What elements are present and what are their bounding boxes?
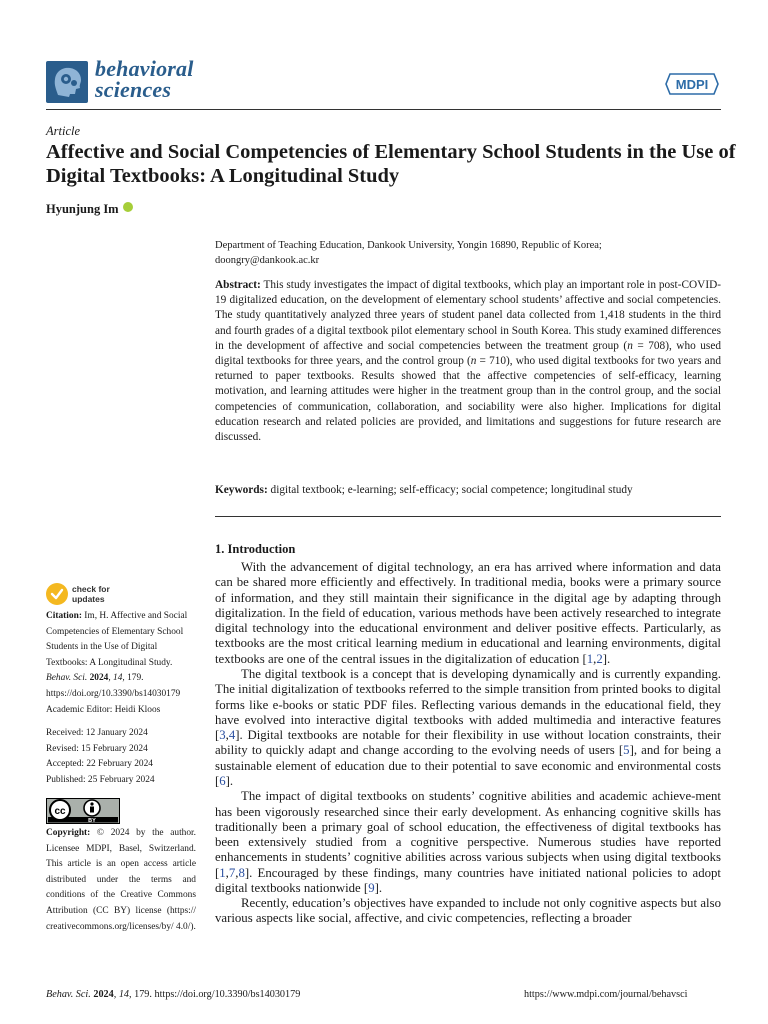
mdpi-logo [664,70,720,98]
paragraph-text: , [225,865,229,880]
body-paragraph [215,667,721,789]
check-updates-line1[interactable]: check for [72,584,110,594]
citation-doi[interactable]: 179. https://doi.org/10.3390/bs14030179 [46,673,181,699]
paragraph-text: ], and for being a sustainable element of education due to their potential to save economic and environmental costs [ [215,743,721,788]
header-rule [46,109,721,110]
keywords-text: digital textbook; e-learning; self-efficacy; social competence; longitudinal study [270,484,633,496]
citation-journal: Behav. Sci. [46,673,88,684]
abstract [215,278,721,445]
affiliation-line1: Department of Teaching Education, Dankook University, Yongin 16890, Republic of Korea; [215,240,602,251]
article-title: Affective and Social Competencies of Elementary School Students in the Use of Digital Textbooks: A Longitudinal Study [46,141,736,187]
paragraph-text: ]. [225,773,234,788]
citation-link[interactable]: 4 [228,728,236,743]
paragraph-text: , [225,728,229,743]
body-paragraph [215,896,721,927]
paragraph-text: The impact of digital textbooks on students’ cognitive abilities and academic achieve-ment has been vigorously researched since their early development. As enhancing cognitive skills has traditionally been a primary goal of school education, the effectiveness of digital textbooks has been extensively studied from a cognitive perspective. Numerous studies have reported enhancements in students’ cognitive abilities across various subjects when using digital textbooks [ [215,789,721,880]
body-paragraph [215,560,721,667]
body-paragraph [215,789,721,896]
keywords-label: Keywords: [215,484,268,496]
footer-journal-url[interactable]: https://www.mdpi.com/journal/behavsci [524,989,688,1000]
citation-link[interactable]: 9 [368,880,375,895]
publication-dates [46,726,196,788]
svg-text:cc: cc [54,806,66,817]
journal-name [95,58,194,100]
check-for-updates-button[interactable] [46,583,156,607]
paragraph-text: ]. Digital textbooks are notable for their flexibility in use without location constraints, their ability to quickly adapt and change according to the evolving needs of users [ [215,728,721,758]
check-updates-icon[interactable] [46,583,68,605]
paragraph-text: ]. Encouraged by these findings, many countries have initiated national policies to adopt digital textbooks nationwide [ [215,865,721,895]
citation-link[interactable]: 5 [623,743,630,758]
section-heading: 1. Introduction [215,542,296,556]
keywords [215,483,721,498]
footer-citation [46,989,300,1000]
copyright-text: © 2024 by the author. Licensee MDPI, Basel, Switzerland. This article is an open access article distributed under the terms and conditions of the Creative Commons Attribution (CC BY) license (https:// creativecommons.org/licenses/by/ 4.0/). [46,828,196,932]
citation-year: 2024 [87,673,109,684]
paragraph-text: , [593,651,597,666]
citation-link[interactable]: 1 [586,651,594,666]
citation-link[interactable]: 2 [596,651,603,666]
paragraph-text: ]. [602,651,611,666]
paragraph-text: ]. [374,880,383,895]
received-date: Received: 12 January 2024 [46,728,148,738]
abstract-label: Abstract: [215,279,261,291]
academic-editor: Academic Editor: Heidi Kloos [46,705,161,715]
author-name[interactable] [46,202,133,217]
author-name-text[interactable]: Hyunjung Im [46,202,119,216]
cc-by-label: BY [88,818,96,824]
abstract-n-symbol: n [627,339,633,352]
footer-year: 2024 [90,989,114,1000]
paragraph-text: With the advancement of digital technology, an era has arrived where information and data can be shared more efficiently and effectively. In traditional media, books were a primary source of information, and they still maintain their significance in the digital age by adapting through digitalization. In the field of education, various methods have been actively researched to integrate digital technology into the educational environment and deliver positive effects. Particularly, as textbooks are the most critical learning medium in educational and learning environments, digital textbooks are one of the central issues in the digitalization of education [ [215,560,721,666]
citation-block [46,609,196,703]
footer-volume: , 14, [113,989,132,1000]
abstract-text: This study investigates the impact of digital textbooks, which play an important role in post-COVID-19 digitalized education, on the development of elementary school students’ affective and social competencies. The study quantitatively analyzed three years of student panel data collected from 1,418 students in the third and fourth grades of a digital textbook pilot elementary school in South Korea. This study examined differences in the development of affective and social competencies between the treatment group ( [215,279,721,352]
citation-link[interactable]: 8 [238,865,245,880]
affiliation [215,238,721,268]
citation-label: Citation: [46,611,82,621]
journal-name-line1: behavioral [95,56,194,81]
article-type: Article [46,124,81,138]
copyright-label: Copyright: [46,828,91,838]
citation-link[interactable]: 3 [219,728,226,743]
footer-journal: Behav. Sci. [46,989,91,1000]
paragraph-text: Recently, education’s objectives have expanded to include not only cognitive aspects but also various aspects like social, affective, and civic competencies, reflecting a broader [215,896,721,926]
cc-by-license-icon[interactable] [46,798,120,824]
accepted-date: Accepted: 22 February 2024 [46,759,153,770]
copyright-notice [46,826,196,935]
abstract-text: = 708), who used digital textbooks for three years, and the control group ( [215,339,721,368]
check-updates-line2[interactable]: updates [72,594,105,604]
footer-doi[interactable]: 179. https://doi.org/10.3390/bs14030179 [131,989,301,1000]
orcid-icon[interactable] [123,202,133,212]
paragraph-text: The digital textbook is a concept that is developing dynamically and is currently expanding. The initial digitalization of textbooks referred to the simple transition from printed books to digital forms like e-books or static PDF files. Reflecting various demands in the educational field, they have evolved into interactive digital textbooks with added multimedia and interactive features [ [215,666,721,743]
body-text [215,560,721,927]
abstract-n-symbol: n [470,355,477,368]
check-updates-label[interactable] [72,584,110,604]
abstract-divider [215,516,721,517]
paragraph-text: , [235,865,239,880]
journal-name-line2: sciences [95,77,172,102]
journal-logo-icon [46,61,88,103]
citation-volume: , 14, [108,673,125,684]
mdpi-logo-text: MDPI [675,77,709,92]
abstract-text: = 710), who used digital textbooks for two years and returned to paper textbooks. Results showed that the affective competencies of self-efficacy, learning motivation, and learning attitudes were higher in the treatment group than in the control group, and the social competencies of communication, collaboration, and sociability were also higher. Implications for digital education research and related policies are provided, and limitations and suggestions for future research are discussed. [215,355,721,444]
revised-date: Revised: 15 February 2024 [46,743,148,754]
citation-text: Im, H. Affective and Social Competencies of Elementary School Students in the Use of Digital Textbooks: A Longitudinal Study. [46,611,188,668]
citation-link[interactable]: 1 [219,865,226,880]
affiliation-email[interactable]: doongry@dankook.ac.kr [215,255,320,267]
citation-link[interactable]: 7 [228,865,236,880]
published-date: Published: 25 February 2024 [46,774,155,785]
citation-link[interactable]: 6 [219,773,226,788]
